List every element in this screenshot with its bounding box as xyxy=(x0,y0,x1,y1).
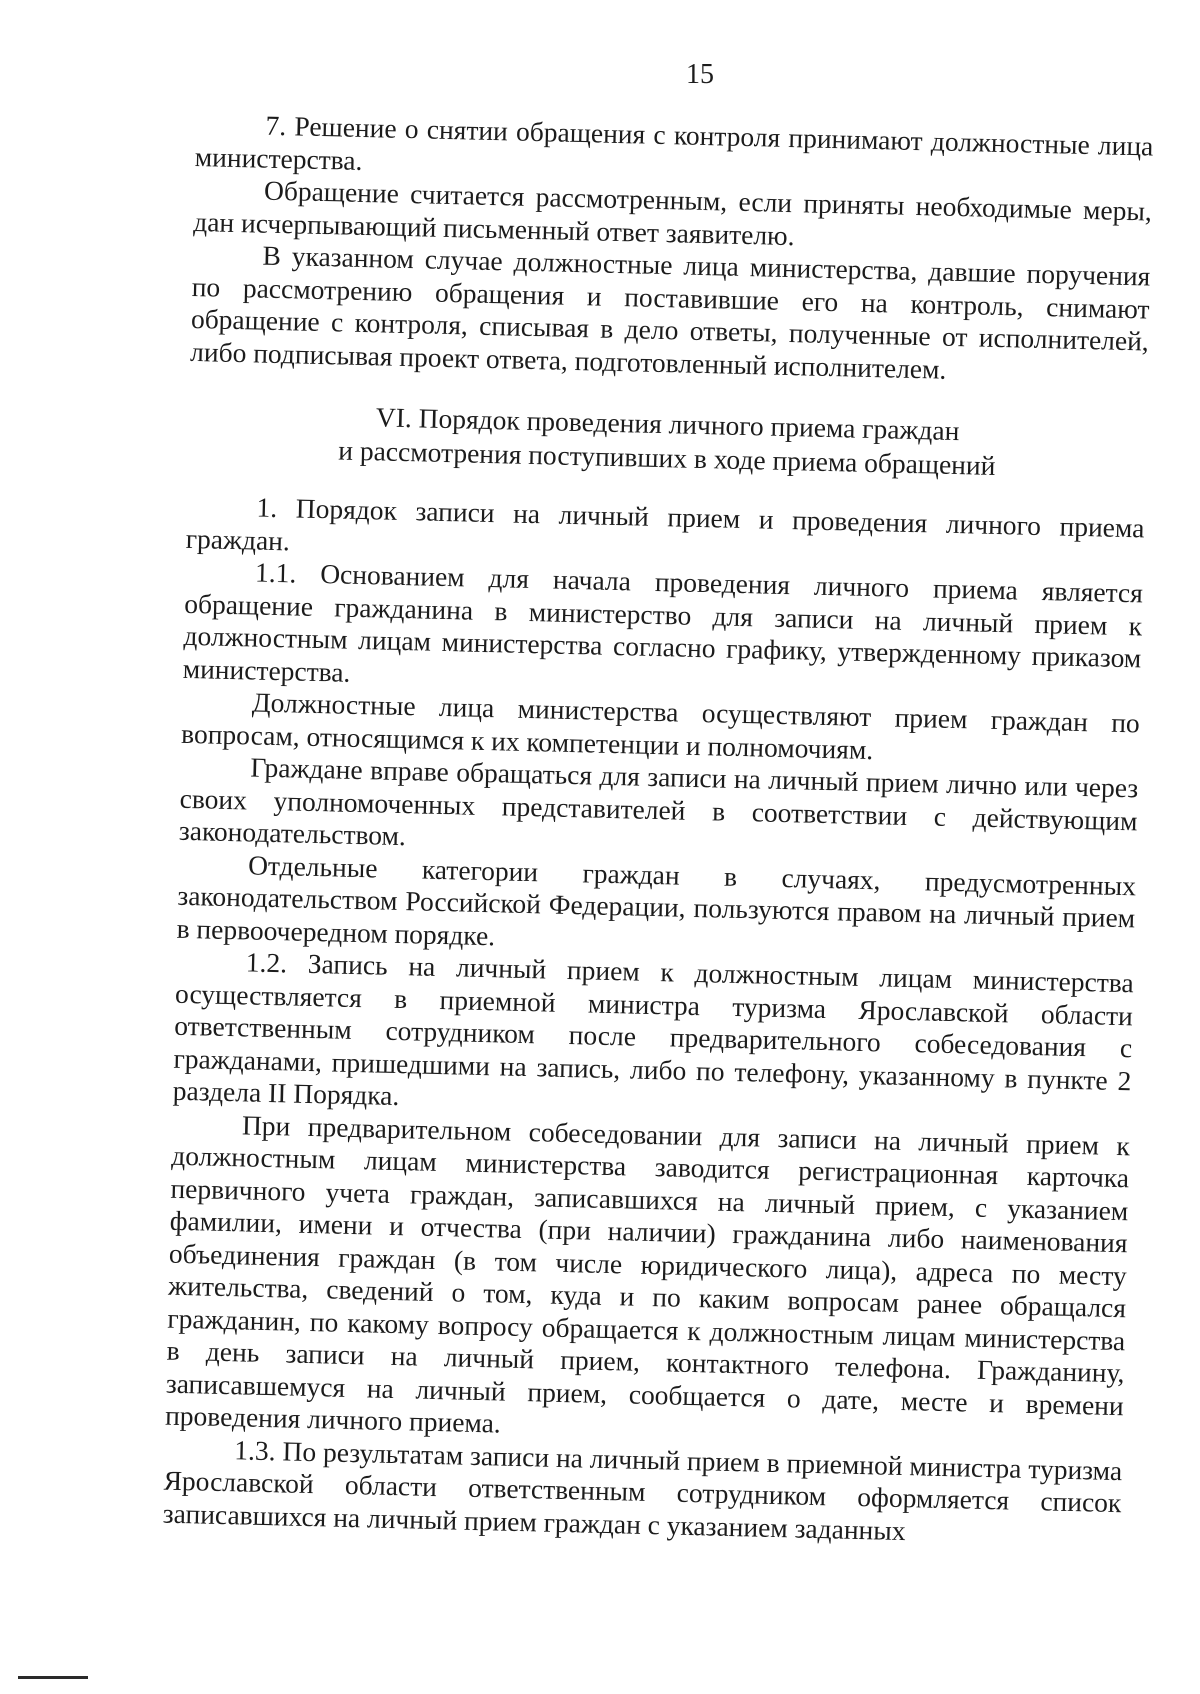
section-heading-line: и рассмотрения поступивших в ходе приема обращений xyxy=(337,434,996,481)
paragraph: 1.3. По результатам записи на личный прием в приемной министра туризма Ярославской области ответственным сотрудником оформляется список записавшихся на личный прием граждан с указанием заданных xyxy=(162,1433,1123,1546)
scan-mark xyxy=(18,1676,88,1679)
paragraph: В указанном случае должностные лица министерства, давшие поручения по рассмотрению обращения и поставившие его на контроль, снимают обращение с контроля, списывая в дело ответы, полученные от исполнителей, либо подписывая проект ответа, подготовленный исполнителем. xyxy=(189,239,1151,385)
paragraph: 1.1. Основанием для начала проведения личного приема является обращение гражданина в министерство для записи на личный прием к должностным лицам министерства согласно графику, утвержденному приказом министерства. xyxy=(182,556,1144,688)
paragraph: 1.2. Запись на личный прием к должностным лицам министерства осуществляется в приемной министра туризма Ярославской области ответственным сотрудником после предварительного собеседования с гражданами, пришедшими на запись, либо по телефону, указанному в пункте 2 раздела II Порядка. xyxy=(172,946,1135,1112)
document-body xyxy=(162,108,1153,1552)
paragraph: Отдельные категории граждан в случаях, предусмотренных законодательством Российской Федерации, пользуются правом на личный прием в первоочередном порядке. xyxy=(176,848,1137,951)
paragraph: 7. Решение о снятии обращения с контроля принимают должностные лица министерства. xyxy=(194,109,1154,176)
paragraph: Граждане вправе обращаться для записи на личный прием лично или через своих уполномоченных представителей в соответствии с действующим законодательством. xyxy=(178,751,1139,852)
paragraph: Обращение считается рассмотренным, если приняты необходимые меры, дан исчерпывающий письменный ответ заявителю. xyxy=(192,174,1153,251)
section-heading-line: VI. Порядок проведения личного приема граждан xyxy=(375,401,960,447)
page-number: 15 xyxy=(686,59,714,90)
paragraph: 1. Порядок записи на личный прием и проведения личного приема граждан. xyxy=(185,491,1145,556)
paragraph: При предварительном собеседовании для записи на личный прием к должностным лицам министерства заводится регистрационная карточка первичного учета граждан, записавшихся на личный прием, с указанием фамилии, имени и отчества (при наличии) гражданина либо наименования объединения граждан (в том числе юридического лица), адреса по месту жительства, сведений о том, куда и по каким вопросам ранее обращался гражданин, по какому вопросу обращается к должностным лицам министерства в день записи на личный прием, контактного телефона. Гражданину, записавшемуся на личный прием, сообщается о дате, месте и времени проведения личного приема. xyxy=(164,1108,1131,1439)
section-heading xyxy=(188,396,1147,487)
paragraph: Должностные лица министерства осуществляют прием граждан по вопросам, относящимся к их компетенции и полномочиям. xyxy=(180,686,1141,765)
